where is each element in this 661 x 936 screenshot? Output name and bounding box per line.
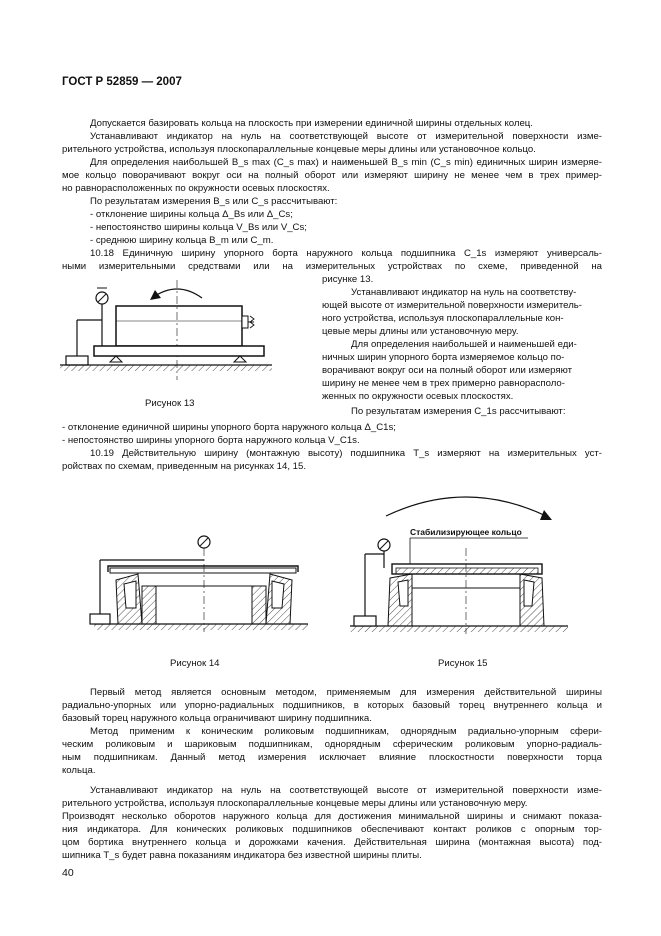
page-number: 40 xyxy=(62,867,74,879)
paragraph-line: Допускается базировать кольца на плоскость при измерении единичной ширины отдельных колец. xyxy=(90,118,533,129)
paragraph-line: Устанавливают индикатор на нуль на соответству- xyxy=(351,287,577,298)
figure-15-diagram xyxy=(346,488,568,638)
paragraph-line: ройствах по схемам, приведенным на рисунках 14, 15. xyxy=(62,461,307,472)
list-item: - отклонение единичной ширины упорного борта наружного кольца Δ_C1s; xyxy=(62,422,396,433)
paragraph-line: Первый метод является основным методом, применяемым для измерения действительной ширины xyxy=(90,687,602,698)
paragraph-line: мое кольцо поворачивают вокруг оси на полный оборот или измеряют ширину не менее чем в трех пример- xyxy=(62,170,602,181)
fig15-ring-label: Стабилизирующее кольцо xyxy=(410,527,522,537)
paragraph-line: ными измерительными средствами или на измерительных устройствах по схеме, приведенной на xyxy=(62,261,602,272)
paragraph-line: женных по окружности осевых плоскостях. xyxy=(322,391,514,402)
list-item: - среднюю ширину кольца B_m или C_m. xyxy=(90,235,274,246)
paragraph-line: базовый торец наружного кольца ограничивают ширину подшипника. xyxy=(62,713,372,724)
paragraph-line: 10.18 Единичную ширину упорного борта наружного кольца подшипника C_1s измеряют универсаль- xyxy=(90,248,602,259)
paragraph-line: ния индикатора. Для конических роликовых подшипников обеспечивают контакт роликов с опорным тор- xyxy=(62,824,602,835)
figure-14-caption: Рисунок 14 xyxy=(170,658,220,669)
list-item: - непостоянство ширины кольца V_Bs или V_Cs; xyxy=(90,222,307,233)
paragraph-line: ным подшипникам. Данный метод измерения исключает влияние плоскостности поверхности торца xyxy=(62,752,602,763)
paragraph-line: Для определения наибольшей B_s max (C_s max) и наименьшей B_s min (C_s min) единичных ширин измеряе- xyxy=(90,157,602,168)
list-item: - непостоянство ширины упорного борта наружного кольца V_C1s. xyxy=(62,435,360,446)
figure-15-caption: Рисунок 15 xyxy=(438,658,488,669)
list-item: - отклонение ширины кольца Δ_Bs или Δ_Cs; xyxy=(90,209,293,220)
paragraph-line: ничных ширин упорного борта измеряемое кольцо по- xyxy=(322,352,565,363)
paragraph-line: ющей высоте от измерительной поверхности измеритель- xyxy=(322,300,582,311)
paragraph-line: рительного устройства, используя плоскопараллельные концевые меры длины или установочное кольцо. xyxy=(62,144,536,155)
document-header: ГОСТ Р 52859 — 2007 xyxy=(62,76,182,88)
paragraph-line: Метод применим к коническим роликовым подшипникам, однорядным радиально-упорным сфери- xyxy=(90,726,602,737)
paragraph-line: Производят несколько оборотов наружного кольца для достижения минимальной ширины и снимают показа- xyxy=(62,811,602,822)
paragraph-line: радиально-упорных или упорно-радиальных подшипников, в которых базовый торец внутреннего кольца и xyxy=(62,700,602,711)
paragraph-line: ческим роликовым и шариковым подшипникам, однорядным сферическим роликовым упорно-радиаль- xyxy=(62,739,602,750)
paragraph-line: рисунке 13. xyxy=(322,274,374,285)
figure-13-diagram xyxy=(60,276,300,386)
paragraph-line: 10.19 Действительную ширину (монтажную высоту) подшипника T_s измеряют на измерительных уст- xyxy=(90,448,602,459)
paragraph-line: шипника T_s будет равна показаниям индикатора без известной ширины плиты. xyxy=(62,850,422,861)
paragraph-line: но равнорасположенных по окружности осевых плоскостях. xyxy=(62,183,330,194)
paragraph-line: цом бортика внутреннего кольца и дорожками качения. Действительная ширина (монтажная высота) под- xyxy=(62,837,602,848)
paragraph-line: ширину не менее чем в трех примерно равнорасполо- xyxy=(322,378,565,389)
paragraph-line: По результатам измерения B_s или C_s рассчитывают: xyxy=(90,196,338,207)
paragraph-line: ного устройства, используя плоскопараллельные кон- xyxy=(322,313,564,324)
figure-14-diagram xyxy=(86,528,308,638)
paragraph-line: Устанавливают индикатор на нуль на соответствующей высоте от измерительной поверхности изме- xyxy=(90,785,602,796)
paragraph-line: Для определения наибольшей и наименьшей еди- xyxy=(351,339,577,350)
figure-13-caption: Рисунок 13 xyxy=(145,398,195,409)
paragraph-line: рительного устройства, используя плоскопараллельные концевые меры длины или установочную меру. xyxy=(62,798,528,809)
paragraph-line: кольца. xyxy=(62,765,96,776)
paragraph-line: ворачивают вокруг оси на полный оборот или измеряют xyxy=(322,365,572,376)
paragraph-line: Устанавливают индикатор на нуль на соответствующей высоте от измерительной поверхности изме- xyxy=(90,131,602,142)
paragraph-line: По результатам измерения C_1s рассчитывают: xyxy=(351,406,566,417)
paragraph-line: цевые меры длины или установочную меру. xyxy=(322,326,519,337)
